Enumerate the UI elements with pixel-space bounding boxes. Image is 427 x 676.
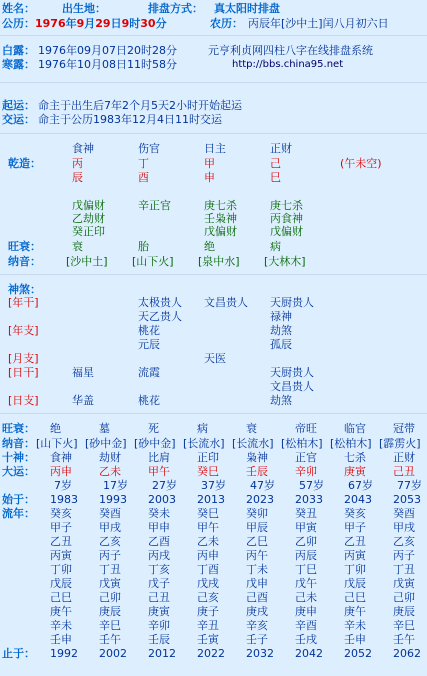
site-link[interactable]: http://bbs.china95.net — [232, 59, 344, 70]
shensha-item: 天厨贵人 — [270, 296, 314, 309]
name-label: 姓名： — [2, 2, 35, 15]
hidden-year-1: 戊偏财 — [72, 199, 105, 212]
dayun-shishen: 正官 — [295, 451, 317, 464]
liunian-item: 癸未 — [148, 507, 170, 520]
year-unit: 年 — [65, 17, 77, 30]
liunian-item: 丙午 — [246, 549, 268, 562]
dayun-end-year: 2022 — [197, 647, 225, 660]
dayun-pillar: 丙申 — [50, 465, 72, 478]
dayun-wangshuai-label: 旺衰： — [2, 422, 35, 435]
dayun-nayin: [松柏木] — [281, 437, 323, 450]
liunian-item: 戊辰 — [50, 577, 72, 590]
dayun-wangshuai: 病 — [197, 422, 208, 435]
liunian-item: 壬午 — [393, 633, 415, 646]
liunian-item: 己卯 — [393, 591, 415, 604]
shensha-item: 华盖 — [72, 394, 94, 407]
dayun-pillar: 甲午 — [148, 465, 170, 478]
dayun-end-year: 1992 — [50, 647, 78, 660]
dayun-age: 27岁 — [152, 479, 177, 492]
liunian-item: 壬戌 — [295, 633, 317, 646]
dayun-nayin: [霹雳火] — [379, 437, 421, 450]
dayun-nayin: [砂中金] — [85, 437, 127, 450]
liunian-item: 丁未 — [246, 563, 268, 576]
shensha-item: 福星 — [72, 366, 94, 379]
liunian-item: 甲子 — [50, 521, 72, 534]
stem-month: 丁 — [138, 157, 149, 170]
wangshuai-day: 绝 — [204, 240, 215, 253]
branch-hour: 巳 — [270, 171, 281, 184]
liunian-label: 流年： — [2, 507, 35, 520]
year-value: 1976 — [35, 17, 66, 30]
liunian-item: 己巳 — [344, 591, 366, 604]
liunian-item: 己卯 — [99, 591, 121, 604]
zhiyu-label: 止于： — [2, 647, 35, 660]
dayun-shishen: 正财 — [393, 451, 415, 464]
liunian-item: 丁丑 — [99, 563, 121, 576]
liunian-item: 戊寅 — [393, 577, 415, 590]
liunian-item: 甲子 — [344, 521, 366, 534]
liunian-item: 丙子 — [393, 549, 415, 562]
liunian-item: 乙丑 — [50, 535, 72, 548]
liunian-item: 己酉 — [246, 591, 268, 604]
dayun-age: 7岁 — [54, 479, 72, 492]
god-year: 食神 — [72, 142, 94, 155]
dayun-wangshuai: 帝旺 — [295, 422, 317, 435]
dayun-nayin: [长流水] — [183, 437, 225, 450]
liunian-item: 壬辰 — [148, 633, 170, 646]
dayun-start-year: 2013 — [197, 493, 225, 506]
hidden-month-1: 辛正官 — [138, 199, 171, 212]
dayun-label: 大运： — [2, 465, 35, 478]
shensha-item: 太极贵人 — [138, 296, 182, 309]
lunar-label: 农历： — [210, 17, 243, 30]
dayun-end-year: 2062 — [393, 647, 421, 660]
liunian-item: 丙寅 — [344, 549, 366, 562]
month-unit: 月 — [84, 17, 96, 30]
liunian-item: 丁卯 — [344, 563, 366, 576]
dayun-start-year: 1993 — [99, 493, 127, 506]
liunian-item: 丁卯 — [50, 563, 72, 576]
dayun-age: 57岁 — [299, 479, 324, 492]
hidden-hour-3: 戊偏财 — [270, 225, 303, 238]
shensha-item: 文昌贵人 — [270, 380, 314, 393]
liunian-item: 辛亥 — [246, 619, 268, 632]
liunian-item: 辛酉 — [295, 619, 317, 632]
dayun-shishen: 枭神 — [246, 451, 268, 464]
day-unit: 日 — [110, 17, 122, 30]
minute-unit: 分 — [155, 17, 167, 30]
hour-value: 9 — [121, 17, 130, 30]
liunian-item: 戊申 — [246, 577, 268, 590]
dayun-start-year: 2003 — [148, 493, 176, 506]
ri-zhi-label: [日支] — [8, 394, 39, 407]
liunian-item: 丁巳 — [295, 563, 317, 576]
liunian-item: 己未 — [295, 591, 317, 604]
shensha-item: 桃花 — [138, 324, 160, 337]
hanlu-label: 寒露： — [2, 58, 35, 71]
liunian-item: 庚寅 — [148, 605, 170, 618]
liunian-item: 戊戌 — [197, 577, 219, 590]
yue-zhi-label: [月支] — [8, 352, 39, 365]
liunian-item: 辛巳 — [393, 619, 415, 632]
hidden-hour-2: 丙食神 — [270, 212, 303, 225]
liunian-item: 癸亥 — [344, 507, 366, 520]
dayun-nayin-label: 纳音： — [2, 437, 35, 450]
nayin-day: [泉中水] — [198, 255, 240, 268]
hidden-year-3: 癸正印 — [72, 225, 105, 238]
liunian-item: 辛未 — [344, 619, 366, 632]
dayun-end-year: 2032 — [246, 647, 274, 660]
dayun-end-year: 2012 — [148, 647, 176, 660]
liunian-item: 癸酉 — [393, 507, 415, 520]
divider — [0, 35, 427, 36]
divider — [0, 274, 427, 275]
shensha-item: 天医 — [204, 352, 226, 365]
hidden-year-2: 乙劫财 — [72, 212, 105, 225]
lunar-value: 丙辰年[沙中土]闰八月初六日 — [248, 17, 389, 30]
liunian-item: 庚午 — [50, 605, 72, 618]
liunian-item: 戊子 — [148, 577, 170, 590]
liunian-item: 甲寅 — [295, 521, 317, 534]
nian-gan-label: [年干] — [8, 296, 39, 309]
dayun-pillar: 庚寅 — [344, 465, 366, 478]
liunian-item: 壬子 — [246, 633, 268, 646]
dayun-shishen: 劫财 — [99, 451, 121, 464]
dayun-start-year: 2053 — [393, 493, 421, 506]
dayun-pillar: 乙未 — [99, 465, 121, 478]
dayun-wangshuai: 墓 — [99, 422, 110, 435]
method-value: 真太阳时排盘 — [214, 2, 280, 15]
wangshuai-month: 胎 — [138, 240, 149, 253]
dayun-shishen: 比肩 — [148, 451, 170, 464]
bailu-value: 1976年09月07日20时28分 — [38, 44, 177, 57]
hanlu-value: 1976年10月08日11时58分 — [38, 58, 177, 71]
shensha-item: 孤辰 — [270, 338, 292, 351]
god-day: 日主 — [204, 142, 226, 155]
shensha-item: 桃花 — [138, 394, 160, 407]
branch-year: 辰 — [72, 171, 83, 184]
gregorian-date — [2, 17, 167, 30]
liunian-item: 癸丑 — [295, 507, 317, 520]
liunian-item: 辛卯 — [148, 619, 170, 632]
nayin-year: [沙中土] — [66, 255, 108, 268]
stem-hour: 己 — [270, 157, 281, 170]
month-value: 9 — [76, 17, 85, 30]
liunian-item: 丙子 — [99, 549, 121, 562]
dayun-pillar: 己丑 — [393, 465, 415, 478]
liunian-item: 庚辰 — [99, 605, 121, 618]
ri-gan-label: [日干] — [8, 366, 39, 379]
god-month: 伤官 — [138, 142, 160, 155]
qiyun-label: 起运： — [2, 99, 35, 112]
shensha-item: 禄神 — [270, 310, 292, 323]
liunian-item: 庚午 — [344, 605, 366, 618]
liunian-item: 丙申 — [197, 549, 219, 562]
wangshuai-label: 旺衰： — [8, 240, 41, 253]
dayun-age: 77岁 — [397, 479, 422, 492]
kongwang: (午未空) — [340, 157, 382, 170]
dayun-age: 47岁 — [250, 479, 275, 492]
jiaoyun-value: 命主于公历1983年12月4日11时交运 — [38, 113, 222, 126]
stem-year: 丙 — [72, 157, 83, 170]
liunian-item: 乙卯 — [295, 535, 317, 548]
dayun-end-year: 2052 — [344, 647, 372, 660]
dayun-nayin: [松柏木] — [330, 437, 372, 450]
nayin-month: [山下火] — [132, 255, 174, 268]
liunian-item: 戊辰 — [344, 577, 366, 590]
shensha-title: 神煞： — [8, 283, 41, 296]
liunian-item: 甲戌 — [99, 521, 121, 534]
dayun-start-year: 2023 — [246, 493, 274, 506]
branch-month: 酉 — [138, 171, 149, 184]
dayun-shishen-label: 十神： — [2, 451, 35, 464]
dayun-wangshuai: 临官 — [344, 422, 366, 435]
hour-unit: 时 — [129, 17, 141, 30]
dayun-pillar: 癸巳 — [197, 465, 219, 478]
dayun-age: 17岁 — [103, 479, 128, 492]
dayun-nayin: [长流水] — [232, 437, 274, 450]
shensha-item: 天厨贵人 — [270, 366, 314, 379]
dayun-pillar: 壬辰 — [246, 465, 268, 478]
liunian-item: 癸巳 — [197, 507, 219, 520]
nayin-label: 纳音： — [8, 255, 41, 268]
hidden-day-2: 壬枭神 — [204, 212, 237, 225]
liunian-item: 己丑 — [148, 591, 170, 604]
qiyun-value: 命主于出生后7年2个月5天2小时开始起运 — [38, 99, 242, 112]
dayun-end-year: 2002 — [99, 647, 127, 660]
dayun-end-year: 2042 — [295, 647, 323, 660]
day-value: 29 — [95, 17, 111, 30]
liunian-item: 丙戌 — [148, 549, 170, 562]
dayun-age: 67岁 — [348, 479, 373, 492]
shiyu-label: 始于： — [2, 493, 35, 506]
method-label: 排盘方式： — [148, 2, 203, 15]
birthplace-label: 出生地： — [62, 2, 106, 15]
liunian-item: 乙巳 — [246, 535, 268, 548]
liunian-item: 壬午 — [99, 633, 121, 646]
liunian-item: 甲午 — [197, 521, 219, 534]
bailu-label: 白露： — [2, 44, 35, 57]
liunian-item: 辛巳 — [99, 619, 121, 632]
shensha-item: 劫煞 — [270, 324, 292, 337]
nayin-hour: [大林木] — [264, 255, 306, 268]
dayun-shishen: 正印 — [197, 451, 219, 464]
liunian-item: 乙未 — [197, 535, 219, 548]
liunian-item: 乙亥 — [99, 535, 121, 548]
liunian-item: 庚申 — [295, 605, 317, 618]
shensha-item: 流霞 — [138, 366, 160, 379]
liunian-item: 乙酉 — [148, 535, 170, 548]
liunian-item: 己巳 — [50, 591, 72, 604]
divider — [0, 413, 427, 414]
dayun-wangshuai: 冠带 — [393, 422, 415, 435]
dayun-shishen: 食神 — [50, 451, 72, 464]
liunian-item: 己亥 — [197, 591, 219, 604]
liunian-item: 庚戌 — [246, 605, 268, 618]
dayun-wangshuai: 衰 — [246, 422, 257, 435]
wangshuai-year: 衰 — [72, 240, 83, 253]
shensha-item: 天乙贵人 — [138, 310, 182, 323]
minute-value: 30 — [140, 17, 156, 30]
liunian-item: 乙丑 — [344, 535, 366, 548]
dayun-pillar: 辛卯 — [295, 465, 317, 478]
dayun-shishen: 七杀 — [344, 451, 366, 464]
liunian-item: 甲申 — [148, 521, 170, 534]
divider — [0, 82, 427, 83]
shensha-item: 元辰 — [138, 338, 160, 351]
liunian-item: 戊寅 — [99, 577, 121, 590]
liunian-item: 庚辰 — [393, 605, 415, 618]
liunian-item: 辛未 — [50, 619, 72, 632]
liunian-item: 丁酉 — [197, 563, 219, 576]
liunian-item: 壬申 — [344, 633, 366, 646]
liunian-item: 庚子 — [197, 605, 219, 618]
divider — [0, 133, 427, 134]
wangshuai-hour: 病 — [270, 240, 281, 253]
stem-day: 甲 — [204, 157, 215, 170]
liunian-item: 癸卯 — [246, 507, 268, 520]
liunian-item: 癸亥 — [50, 507, 72, 520]
liunian-item: 乙亥 — [393, 535, 415, 548]
liunian-item: 丁亥 — [148, 563, 170, 576]
dayun-start-year: 1983 — [50, 493, 78, 506]
liunian-item: 丙寅 — [50, 549, 72, 562]
dayun-start-year: 2043 — [344, 493, 372, 506]
shensha-item: 文昌贵人 — [204, 296, 248, 309]
liunian-item: 戊午 — [295, 577, 317, 590]
liunian-item: 癸酉 — [99, 507, 121, 520]
liunian-item: 丁丑 — [393, 563, 415, 576]
dayun-wangshuai: 绝 — [50, 422, 61, 435]
liunian-item: 壬寅 — [197, 633, 219, 646]
god-hour: 正财 — [270, 142, 292, 155]
liunian-item: 壬申 — [50, 633, 72, 646]
dayun-age: 37岁 — [201, 479, 226, 492]
hidden-day-1: 庚七杀 — [204, 199, 237, 212]
dayun-start-year: 2033 — [295, 493, 323, 506]
dayun-wangshuai: 死 — [148, 422, 159, 435]
liunian-item: 甲戌 — [393, 521, 415, 534]
qiankao-label: 乾造： — [8, 157, 41, 170]
liunian-item: 辛丑 — [197, 619, 219, 632]
liunian-item: 丙辰 — [295, 549, 317, 562]
dayun-nayin: [砂中金] — [134, 437, 176, 450]
liunian-item: 甲辰 — [246, 521, 268, 534]
hidden-hour-1: 庚七杀 — [270, 199, 303, 212]
hidden-day-3: 戊偏财 — [204, 225, 237, 238]
nian-zhi-label: [年支] — [8, 324, 39, 337]
site-name: 元亨利贞网四柱八字在线排盘系统 — [208, 44, 373, 57]
branch-day: 申 — [204, 171, 215, 184]
jiaoyun-label: 交运： — [2, 113, 35, 126]
gregorian-label: 公历： — [2, 17, 35, 30]
dayun-nayin: [山下火] — [36, 437, 78, 450]
shensha-item: 劫煞 — [270, 394, 292, 407]
